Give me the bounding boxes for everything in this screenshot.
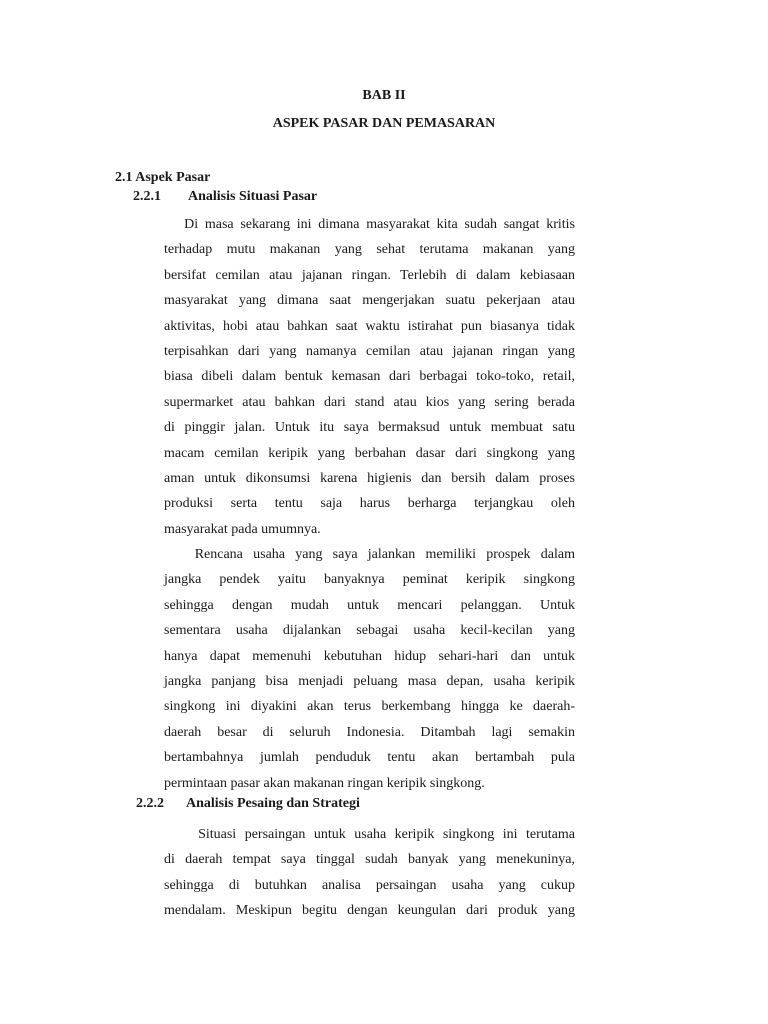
section-number: 2.1 [115,170,133,185]
text-line: jangka panjang bisa menjadi peluang masa depan, usaha keripik [164,674,575,690]
text-line: sehingga di butuhkan analisa persaingan usaha yang cukup [164,877,575,893]
text-line: hanya dapat memenuhi kebutuhan hidup sehari-hari dan untuk [164,648,575,664]
text-line: aman untuk dikonsumsi karena higienis dan bersih dalam proses [164,471,575,487]
text-line: mendalam. Meskipun begitu dengan keungulan dari produk yang [164,903,575,919]
text-line: permintaan pasar akan makanan ringan keripik singkong. [164,775,485,791]
section-heading-2-2-2 [136,796,360,812]
section-title: Analisis Situasi Pasar [188,189,318,204]
section-title: Analisis Pesaing dan Strategi [186,796,360,811]
text-line: biasa dibeli dalam bentuk kemasan dari berbagai toko-toko, retail, [164,369,575,385]
section-heading-2-2-1 [133,189,317,205]
text-line: macam cemilan keripik yang berbahan dasar dari singkong yang [164,445,575,461]
text-line: masyarakat pada umumnya. [164,521,321,537]
section-number: 2.2.2 [136,796,164,811]
text-line: daerah besar di seluruh Indonesia. Ditambah lagi semakin [164,724,575,740]
text-line: bersifat cemilan atau jajanan ringan. Terlebih di dalam kebiasaan [164,267,575,283]
section-number: 2.2.1 [133,189,161,204]
text-line: jangka pendek yaitu banyaknya peminat keripik singkong [164,572,575,588]
paragraph-situasi-pasar [164,212,575,542]
text-line: terhadap mutu makanan yang sehat terutama makanan yang [164,242,575,258]
text-line: Di masa sekarang ini dimana masyarakat kita sudah sangat kritis [164,217,575,232]
text-line: sementara usaha dijalankan sebagai usaha kecil-kecilan yang [164,623,575,639]
text-line: terpisahkan dari yang namanya cemilan atau jajanan ringan yang [164,344,575,360]
text-line: sehingga dengan mudah untuk mencari pelanggan. Untuk [164,597,575,613]
text-line: bertambahnya jumlah penduduk tentu akan bertambah pula [164,750,575,766]
text-line: di pinggir jalan. Untuk itu saya bermaksud untuk membuat satu [164,420,575,436]
text-line: produksi serta tentu saja harus berharga terjangkau oleh [164,496,575,512]
paragraph-rencana-usaha [164,542,575,796]
text-line: aktivitas, hobi atau bahkan saat waktu istirahat pun biasanya tidak [164,318,575,334]
chapter-title: ASPEK PASAR DAN PEMASARAN [272,116,496,131]
text-line: di daerah tempat saya tinggal sudah banyak yang menekuninya, [164,852,575,868]
section-title: Aspek Pasar [135,170,211,185]
text-line: singkong ini diyakini akan terus berkembang hingga ke daerah- [164,699,575,715]
section-heading-2-1 [115,170,210,186]
chapter-heading: BAB II [362,88,406,103]
text-line: Rencana usaha yang saya jalankan memiliki prospek dalam [164,547,575,562]
text-line: Situasi persaingan untuk usaha keripik singkong ini terutama [164,827,575,842]
text-line: supermarket atau bahkan dari stand atau kios yang sering berada [164,394,575,410]
text-line: masyarakat yang dimana saat mengerjakan suatu pekerjaan atau [164,293,575,309]
paragraph-situasi-persaingan [164,822,575,924]
